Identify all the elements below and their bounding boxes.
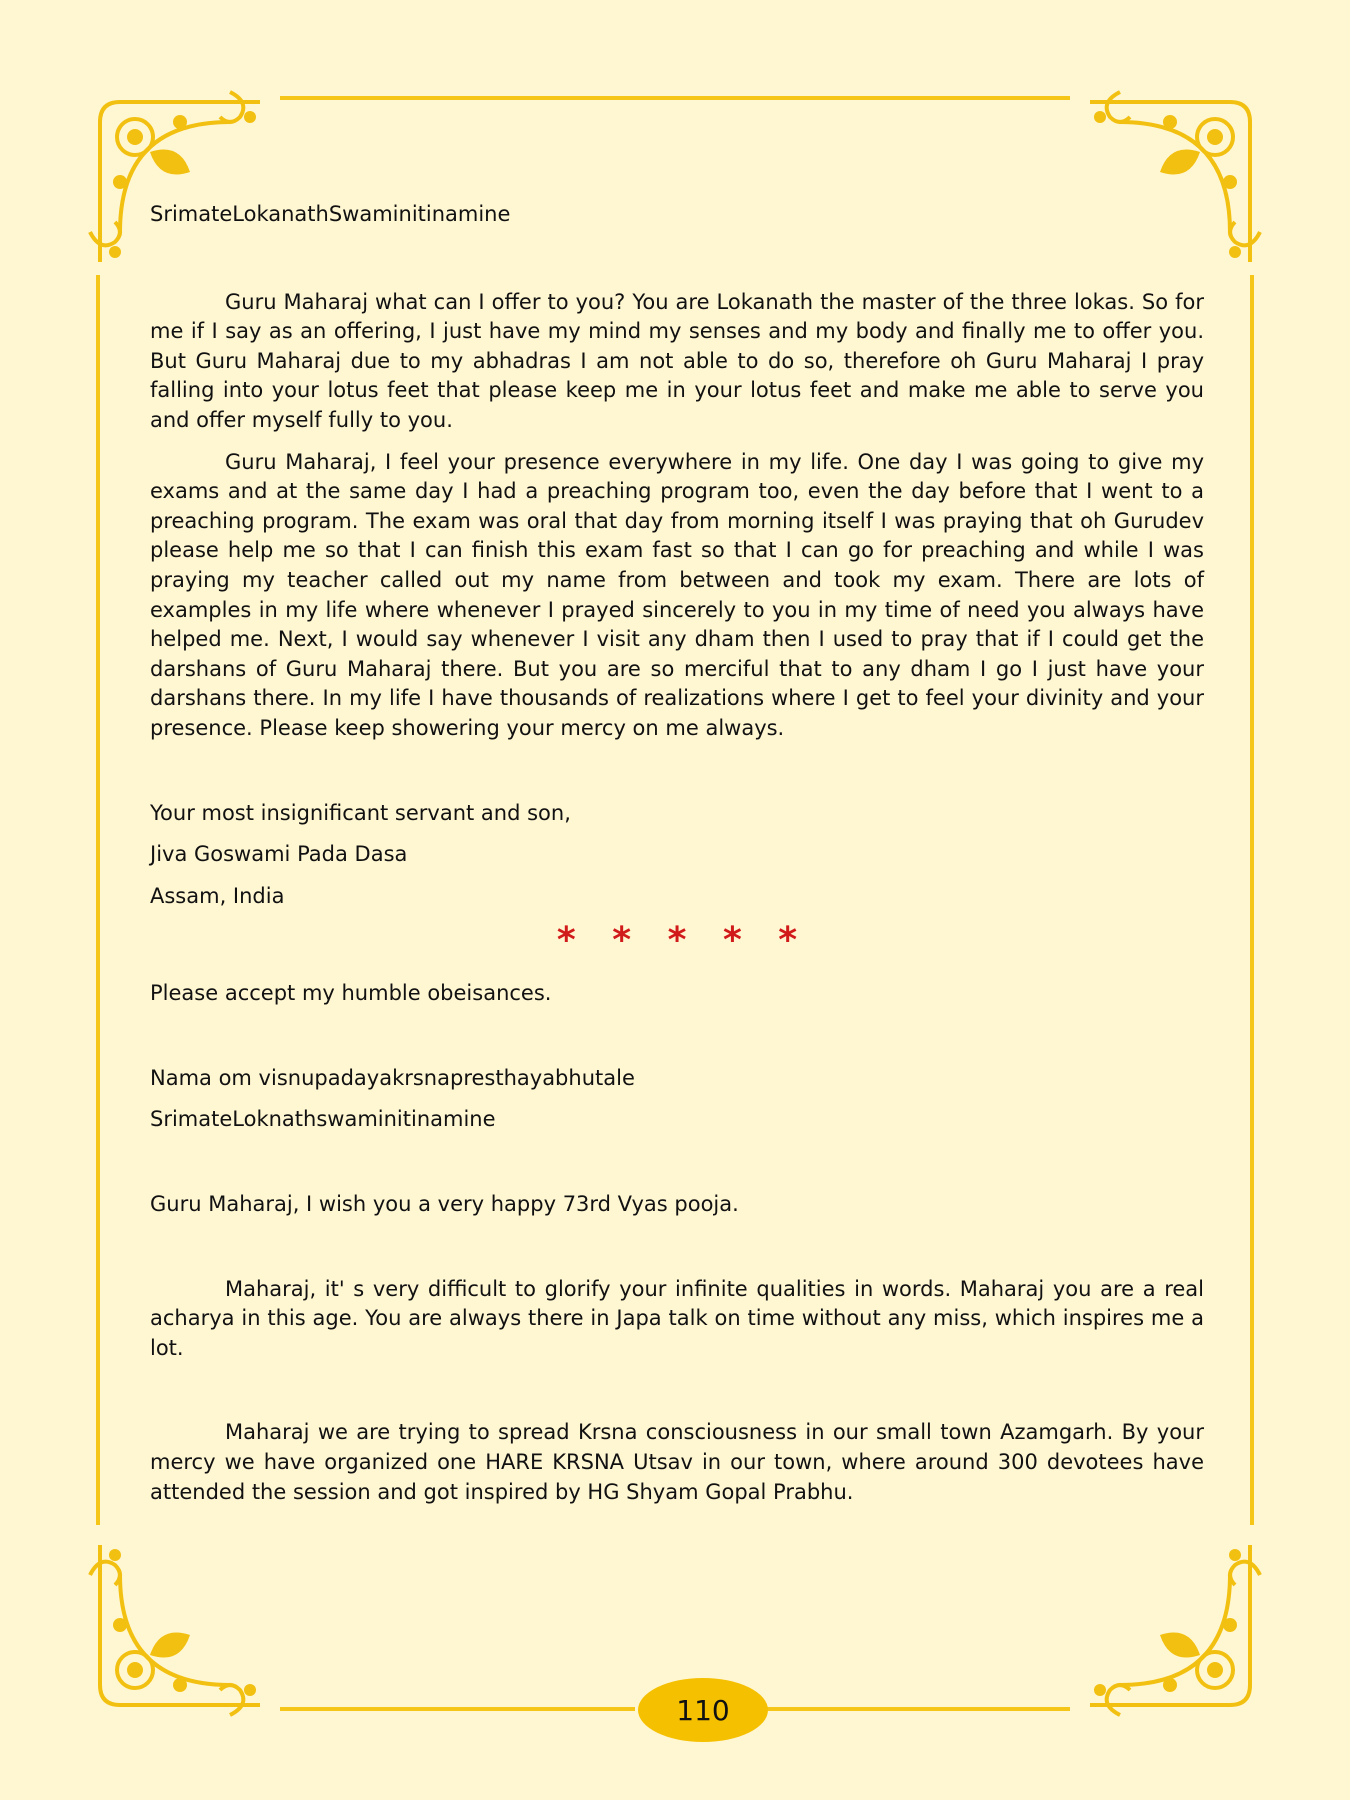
corner-ornament-icon [1070, 1525, 1270, 1725]
offering1-paragraph-2: Guru Maharaj, I feel your presence everywhere in my life. One day I was going to give my exams and at the same day I had a preaching program too, even the day before that I went to a preaching program. The exam was oral that day from morning itself I was praying that oh Gurudev please help me so that I can finish this exam fast so that I can go for preaching and while I was praying my teacher called out my name from between and took my exam. There are lots of examples in my life where whenever I prayed sincerely to you in my time of need you always have helped me. Next, I would say whenever I visit any dham then I used to pray that if I could get the darshans of Guru Maharaj there. But you are so merciful that to any dham I go I just have your darshans there. In my life I have thousands of realizations where I get to feel your divinity and your presence. Please keep showering your mercy on me always. [150, 449, 1204, 740]
frame-bottom-border-left [280, 1707, 635, 1711]
separator-stars: * * * * * [556, 920, 810, 962]
offering2-paragraph-2: Maharaj we are trying to spread Krsna consciousness in our small town Azamgarh. By your mercy we have organized one HARE KRSNA Utsav in our town, where around 300 devotees have attended the session and got inspired by HG Shyam Gopal Prabhu. [150, 1420, 1204, 1504]
offering1-paragraph-1: Guru Maharaj what can I offer to you? You are Lokanath the master of the three lokas. So for me if I say as an offering, I just have my mind my senses and my body and finally me to offer you. But Guru Maharaj due to my abhadras I am not able to do so, therefore oh Guru Maharaj I pray falling into your lotus feet that please keep me in your lotus feet and make me able to serve you and offer myself fully to you. [150, 289, 1204, 432]
frame-bottom-border-right [765, 1707, 1070, 1711]
frame-right-border [1250, 275, 1254, 1525]
corner-ornament-icon [80, 1525, 280, 1725]
offering2-mantra-line-1: Nama om visnupadayakrsnapresthayabhutale [150, 1065, 635, 1090]
frame-top-border [280, 96, 1070, 100]
frame-left-border [96, 275, 100, 1525]
offering1-author: Jiva Goswami Pada Dasa [150, 842, 408, 867]
page-number: 110 [676, 1693, 730, 1727]
offering2-greeting: Please accept my humble obeisances. [150, 981, 552, 1006]
offering2-paragraph-1: Maharaj, it' s very difficult to glorify your infinite qualities in words. Maharaj you are a real acharya in this age. You are always there in Japa talk on time without any miss, which inspires me a lot. [150, 1276, 1204, 1360]
offering2-wish: Guru Maharaj, I wish you a very happy 73rd Vyas pooja. [150, 1192, 739, 1217]
header-mantra: SrimateLokanathSwaminitinamine [150, 202, 511, 226]
offering1-location: Assam, India [150, 883, 285, 908]
offering2-mantra-line-2: SrimateLoknathswaminitinamine [150, 1107, 496, 1132]
page-content [150, 200, 1204, 1507]
page-number-badge [638, 1678, 768, 1742]
offering1-closing: Your most insignificant servant and son, [150, 800, 571, 825]
